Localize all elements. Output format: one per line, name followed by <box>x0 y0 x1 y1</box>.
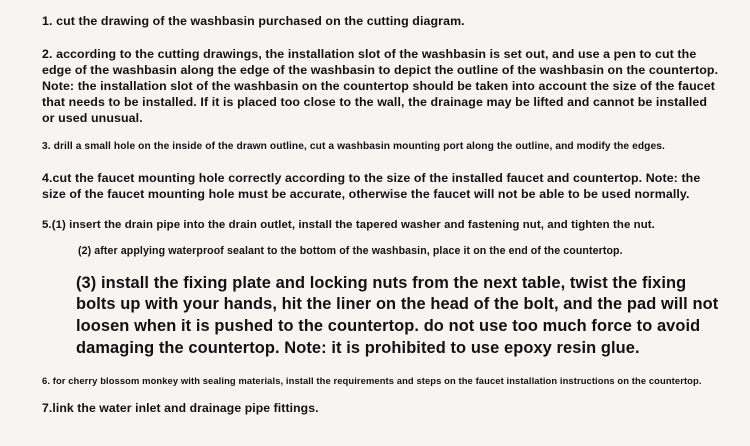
instruction-step-2: 2. according to the cutting drawings, the installation slot of the washbasin is set out, and use a pen to cut the edge of the washbasin along the edge of the washbasin to depict the outline of the washbasin on the countertop. Note: the installation slot of the washbasin on the countertop should be taken into account the size of the faucet that needs to be installed. If it is placed too close to the wall, the drainage may be lifted and cannot be installed or used unusual. <box>42 46 719 125</box>
instruction-step-3: 3. drill a small hole on the inside of the drawn outline, cut a washbasin mounting port along the outline, and modify the edges. <box>42 141 665 153</box>
instruction-step-5-3: (3) install the fixing plate and locking nuts from the next table, twist the fixing bolts up with your hands, hit the liner on the head of the bolt, and the pad will not loosen when it is pushed to the countertop. do not use too much force to avoid damaging the countertop. Note: it is prohibited to use epoxy resin glue. <box>76 273 719 357</box>
instruction-step-5-1: 5.(1) insert the drain pipe into the drain outlet, install the tapered washer and fastening nut, and tighten the nut. <box>42 219 655 232</box>
instruction-step-5-2: (2) after applying waterproof sealant to the bottom of the washbasin, place it on the end of the countertop. <box>78 245 623 258</box>
instruction-step-4: 4.cut the faucet mounting hole correctly according to the size of the installed faucet and countertop. Note: the size of the faucet mounting hole must be accurate, otherwise the faucet will not be able to be used normally. <box>42 170 701 201</box>
instruction-step-7: 7.link the water inlet and drainage pipe fittings. <box>42 400 319 415</box>
instruction-step-6: 6. for cherry blossom monkey with sealing materials, install the requirements and steps on the faucet installation instructions on the countertop. <box>42 375 702 387</box>
instruction-step-1: 1. cut the drawing of the washbasin purchased on the cutting diagram. <box>42 14 465 28</box>
